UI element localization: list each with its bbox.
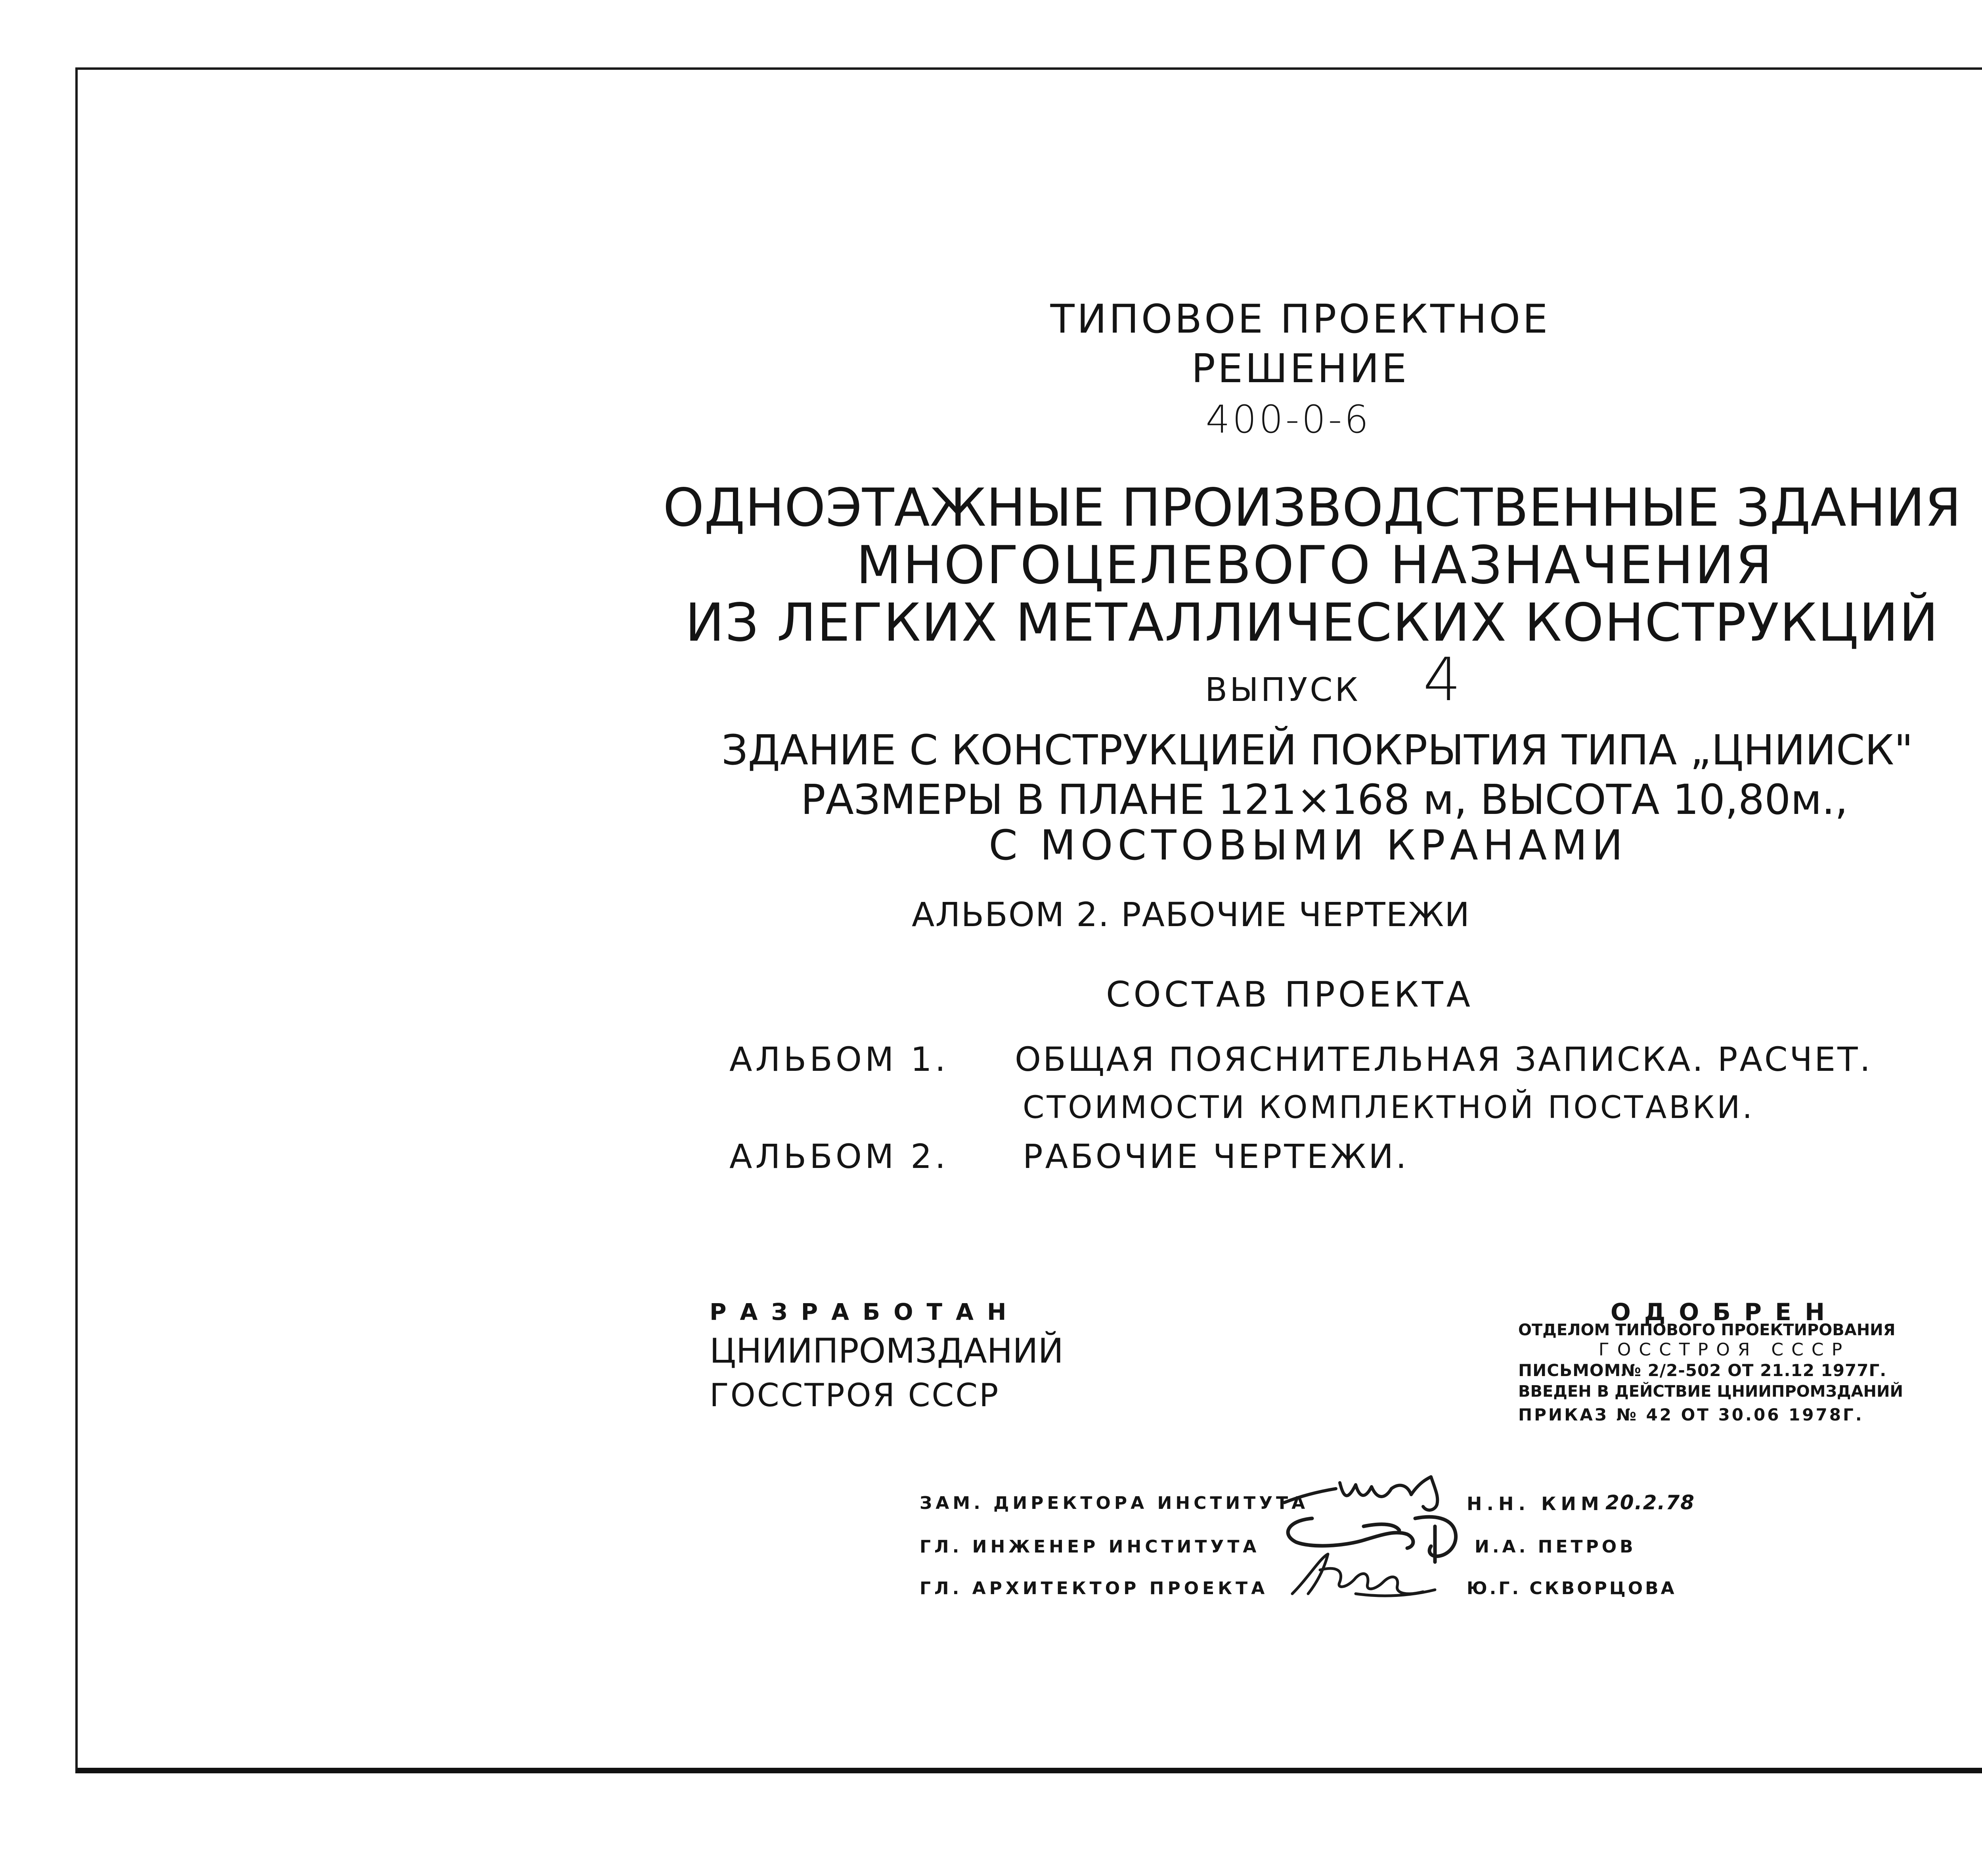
- composition-album-2-label: АЛЬБОМ 2.: [729, 1137, 949, 1176]
- header-line-2: РЕШЕНИЕ: [1191, 345, 1409, 392]
- subtitle-line-2: РАЗМЕРЫ В ПЛАНЕ 121×168 м, ВЫСОТА 10,80м.,: [801, 775, 1848, 824]
- title-line-1: ОДНОЭТАЖНЫЕ ПРОИЗВОДСТВЕННЫЕ ЗДАНИЯ: [663, 477, 1961, 538]
- issue-label: ВЫПУСК: [1205, 671, 1360, 709]
- approved-label: ОДОБРЕН: [1610, 1298, 1839, 1326]
- album-line: АЛЬБОМ 2. РАБОЧИЕ ЧЕРТЕЖИ: [912, 895, 1471, 934]
- subtitle-line-3: С МОСТОВЫМИ КРАНАМИ: [989, 821, 1628, 869]
- signature-role-3: ГЛ. АРХИТЕКТОР ПРОЕКТА: [920, 1578, 1268, 1598]
- developed-authority: ГОССТРОЯ СССР: [710, 1377, 1000, 1414]
- header-line-1: ТИПОВОЕ ПРОЕКТНОЕ: [1050, 296, 1550, 342]
- approved-line-2: ГОССТРОЯ СССР: [1598, 1340, 1850, 1360]
- composition-album-1-label: АЛЬБОМ 1.: [729, 1040, 949, 1079]
- title-line-2: МНОГОЦЕЛЕВОГО НАЗНАЧЕНИЯ: [856, 535, 1774, 596]
- composition-album-1-text-2: СТОИМОСТИ КОМПЛЕКТНОЙ ПОСТАВКИ.: [1023, 1090, 1755, 1126]
- issue-number: 4: [1423, 645, 1464, 714]
- signature-role-1: ЗАМ. ДИРЕКТОРА ИНСТИТУТА: [920, 1493, 1309, 1513]
- composition-album-1-text-1: ОБЩАЯ ПОЯСНИТЕЛЬНАЯ ЗАПИСКА. РАСЧЕТ.: [1015, 1040, 1873, 1079]
- title-line-3: ИЗ ЛЕГКИХ МЕТАЛЛИЧЕСКИХ КОНСТРУКЦИЙ: [685, 592, 1939, 653]
- approved-line-4: ВВЕДЕН В ДЕЙСТВИЕ ЦНИИПРОМЗДАНИЙ: [1518, 1382, 1903, 1401]
- project-code: 400-0-6: [1205, 397, 1371, 442]
- signature-name-3: Ю.Г. СКВОРЦОВА: [1467, 1578, 1677, 1598]
- signature-name-2: И.А. ПЕТРОВ: [1475, 1537, 1636, 1557]
- signature-scribble-skvortsova: [1284, 1546, 1451, 1606]
- approved-line-3: ПИСЬМОМ№ 2/2-502 ОТ 21.12 1977Г.: [1518, 1361, 1887, 1380]
- approved-line-1: ОТДЕЛОМ ТИПОВОГО ПРОЕКТИРОВАНИЯ: [1518, 1321, 1896, 1339]
- developed-org: ЦНИИПРОМЗДАНИЙ: [710, 1331, 1064, 1371]
- developed-label: РАЗРАБОТАН: [710, 1298, 1020, 1325]
- signature-name-1: Н.Н. КИМ: [1467, 1493, 1604, 1514]
- composition-heading: СОСТАВ ПРОЕКТА: [1106, 974, 1473, 1015]
- signature-date-1: 20.2.78: [1605, 1491, 1695, 1514]
- approved-line-5: ПРИКАЗ № 42 ОТ 30.06 1978Г.: [1518, 1405, 1864, 1424]
- signature-role-2: ГЛ. ИНЖЕНЕР ИНСТИТУТА: [920, 1537, 1260, 1557]
- subtitle-line-1: ЗДАНИЕ С КОНСТРУКЦИЕЙ ПОКРЫТИЯ ТИПА „ЦНИИСК": [721, 726, 1913, 774]
- composition-album-2-text-1: РАБОЧИЕ ЧЕРТЕЖИ.: [1023, 1137, 1409, 1176]
